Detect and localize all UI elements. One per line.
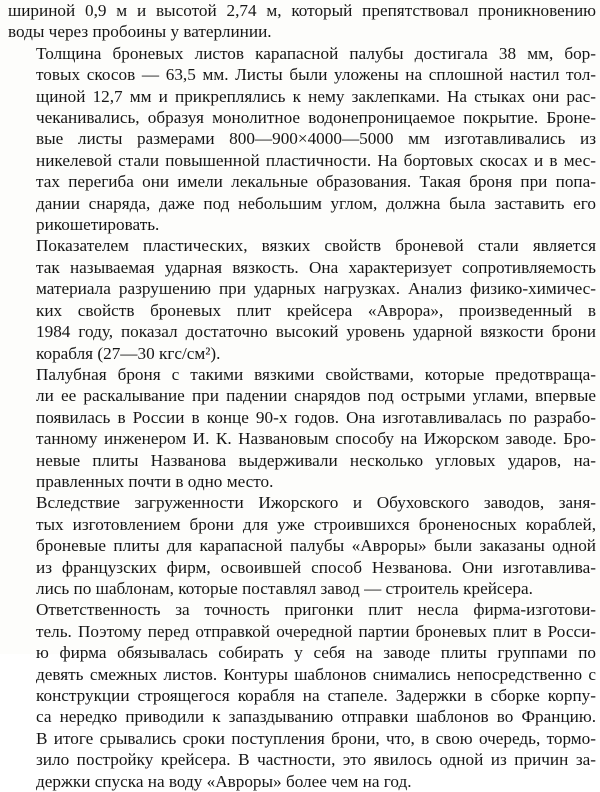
text-line: Толщина броневых листов карапасной палубы достигала 38 мм, бор- — [36, 43, 596, 63]
text-line: никелевой стали повышенной пластичности. На бортовых скосах и в мес- — [36, 150, 596, 170]
text-line: держки спуска на воду «Авроры» более чем на год. — [36, 771, 412, 791]
text-line: ких свойств броневых плит крейсера «Аврора», произведенный в — [36, 300, 596, 320]
text-line: так называемая ударная вязкость. Она характеризует сопротивляемость — [36, 257, 596, 277]
text-line: зило постройку крейсера. В частности, это явилось одной из причин за- — [36, 750, 596, 770]
text-line: дании снаряда, даже под небольшим углом, должна была заставить его — [36, 193, 596, 213]
text-line: тель. Поэтому перед отправкой очередной партии броневых плит в Росси- — [36, 621, 596, 641]
text-line: щиной 12,7 мм и прикреплялись к нему заклепками. На стыках они рас- — [36, 86, 596, 106]
text-line: тых изготовлением брони для уже строившихся броненосных кораблей, — [36, 514, 596, 534]
text-line: воды через пробоины у ватерлинии. — [8, 22, 272, 42]
text-line: конструкции строящегося корабля на стапеле. Задержки в сборке корпу- — [36, 686, 596, 705]
text-line: 1984 году, показал достаточно высокий уровень ударной вязкости брони — [36, 322, 596, 342]
text-line: Показателем пластических, вязких свойств броневой стали является — [36, 236, 596, 256]
text-line: товых скосов — 63,5 мм. Листы были уложены на сплошной настил тол- — [36, 65, 596, 85]
text-line: Палубная броня с такими вязкими свойствами, которые предотвраща- — [36, 364, 596, 384]
text-line: В итоге срывались сроки поступления брони, что, в свою очередь, тормо- — [36, 728, 596, 748]
text-line: ю фирма обязывалась собирать у себя на заводе плиты группами по — [36, 643, 596, 663]
text-line: са нередко приводили к запаздыванию отправки шаблонов во Францию. — [36, 707, 596, 727]
paragraph-6 — [8, 599, 596, 792]
text-line: рикошетировать. — [36, 215, 160, 235]
text-line: Ответственность за точность пригонки плит несла фирма-изготови- — [36, 600, 596, 620]
text-line: лись по шаблонам, которые поставлял завод — строитель крейсера. — [36, 578, 533, 598]
text-line: тах перегиба они имели лекальные образования. Такая броня при попа- — [36, 172, 596, 192]
text-line: невые плиты Названова выдерживали несколько угловых ударов, на- — [36, 450, 596, 470]
text-line: вые листы размерами 800—900×4000—5000 мм изготавливались из — [36, 129, 596, 149]
paragraph-3 — [8, 235, 596, 363]
paragraph-5 — [8, 492, 596, 599]
text-line: Вследствие загруженности Ижорского и Обуховского заводов, заня- — [36, 493, 596, 513]
text-line: девять смежных листов. Контуры шаблонов снимались непосредственно с — [36, 664, 596, 684]
text-line: ли ее раскалывание при падении снарядов под острыми углами, впервые — [36, 386, 596, 406]
text-line: броневые плиты для карапасной палубы «Авроры» были заказаны одной — [36, 536, 596, 556]
text-line: материала разрушению при ударных нагрузках. Анализ физико-химичес- — [36, 279, 596, 299]
text-line: шириной 0,9 м и высотой 2,74 м, который препятствовал проникновению — [8, 1, 596, 20]
paragraph-1 — [8, 0, 596, 43]
text-line: правленных почти в одно место. — [36, 471, 274, 491]
text-line: появилась в России в конце 90-х годов. Она изготавливалась по разрабо- — [36, 407, 596, 427]
text-line: корабля (27—30 кгс/см²). — [36, 343, 221, 363]
text-line: из французских фирм, освоившей способ Незванова. Они изготавлива- — [36, 557, 596, 577]
paragraph-4 — [8, 364, 596, 492]
text-line: танному инженером И. К. Названовым способу на Ижорском заводе. Бро- — [36, 429, 596, 449]
paragraph-2 — [8, 43, 596, 236]
text-line: чеканивались, образуя монолитное водонепроницаемое покрытие. Броне- — [36, 108, 596, 128]
